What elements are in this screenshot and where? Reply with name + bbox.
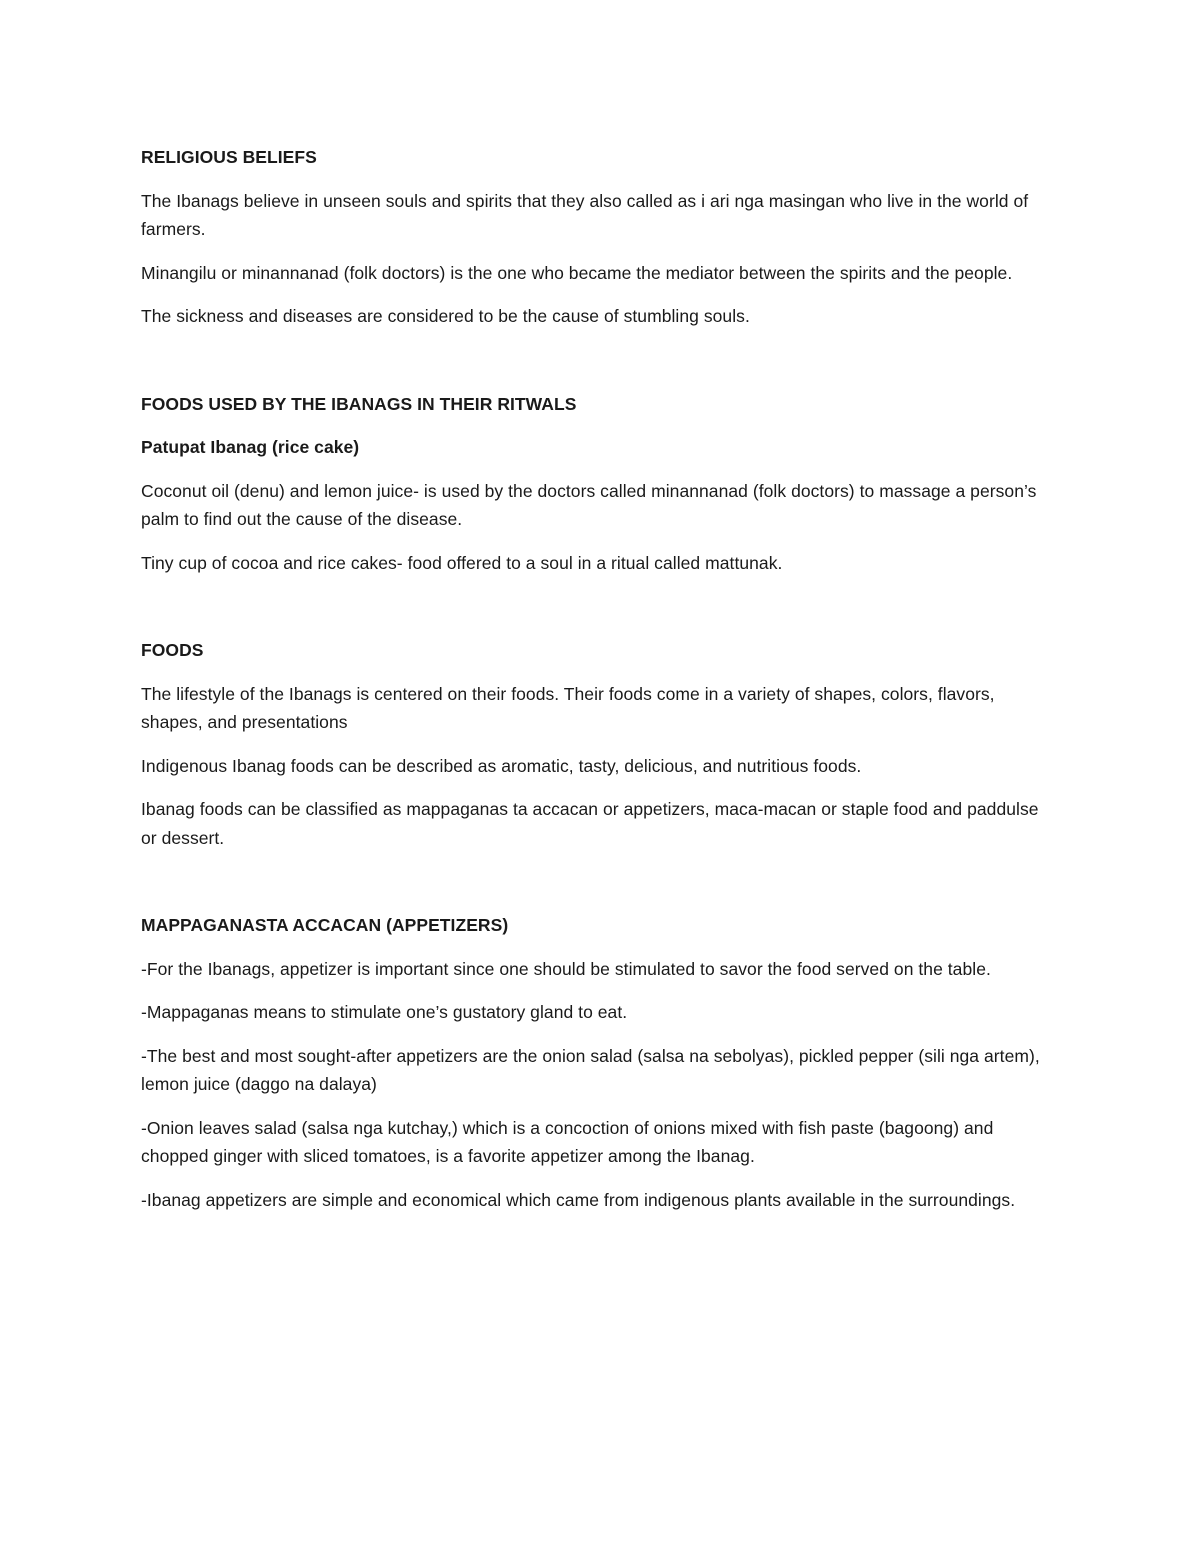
paragraph: Coconut oil (denu) and lemon juice- is used by the doctors called minannanad (folk doctors) to massage a person’s palm to find out the cause of the disease. bbox=[141, 480, 1037, 529]
section-heading: FOODS bbox=[141, 640, 204, 660]
paragraph: Minangilu or minannanad (folk doctors) is the one who became the mediator between the spirits and the people. bbox=[141, 262, 1013, 283]
section-subheading: Patupat Ibanag (rice cake) bbox=[141, 437, 360, 457]
section-heading: FOODS USED BY THE IBANAGS IN THEIR RITWALS bbox=[141, 393, 577, 414]
document-body bbox=[141, 143, 1059, 1229]
section-heading: RELIGIOUS BELIEFS bbox=[141, 147, 317, 167]
paragraph: -Ibanag appetizers are simple and economical which came from indigenous plants available in the surroundings. bbox=[141, 1189, 1016, 1210]
section-foods bbox=[141, 636, 1059, 852]
section-heading: MAPPAGANASTA ACCACAN (APPETIZERS) bbox=[141, 915, 509, 935]
paragraph: Ibanag foods can be classified as mappaganas ta accacan or appetizers, maca-macan or staple food and paddulse or dessert. bbox=[141, 799, 1039, 848]
paragraph: -For the Ibanags, appetizer is important since one should be stimulated to savor the food served on the table. bbox=[141, 958, 991, 979]
paragraph: -The best and most sought-after appetizers are the onion salad (salsa na sebolyas), pickled pepper (sili nga artem), lemon juice (daggo na dalaya) bbox=[141, 1045, 1040, 1094]
paragraph: Tiny cup of cocoa and rice cakes- food offered to a soul in a ritual called mattunak. bbox=[141, 552, 783, 573]
paragraph: The sickness and diseases are considered to be the cause of stumbling souls. bbox=[141, 306, 750, 326]
section-spacer bbox=[141, 592, 1059, 636]
paragraph: The Ibanags believe in unseen souls and spirits that they also called as i ari nga masingan who live in the world of farmers. bbox=[141, 190, 1029, 239]
section-ritual-foods bbox=[141, 390, 1059, 578]
section-spacer bbox=[141, 346, 1059, 390]
section-religious-beliefs bbox=[141, 143, 1059, 331]
section-spacer bbox=[141, 867, 1059, 911]
paragraph: -Onion leaves salad (salsa nga kutchay,) which is a concoction of onions mixed with fish paste (bagoong) and chopped ginger with sliced tomatoes, is a favorite appetizer among the Ibanag. bbox=[141, 1117, 994, 1166]
section-appetizers bbox=[141, 911, 1059, 1214]
paragraph: Indigenous Ibanag foods can be described as aromatic, tasty, delicious, and nutritious foods. bbox=[141, 755, 862, 776]
paragraph: The lifestyle of the Ibanags is centered on their foods. Their foods come in a variety of shapes, colors, flavors, shapes, and presentations bbox=[141, 683, 995, 732]
paragraph: -Mappaganas means to stimulate one’s gustatory gland to eat. bbox=[141, 1002, 628, 1022]
